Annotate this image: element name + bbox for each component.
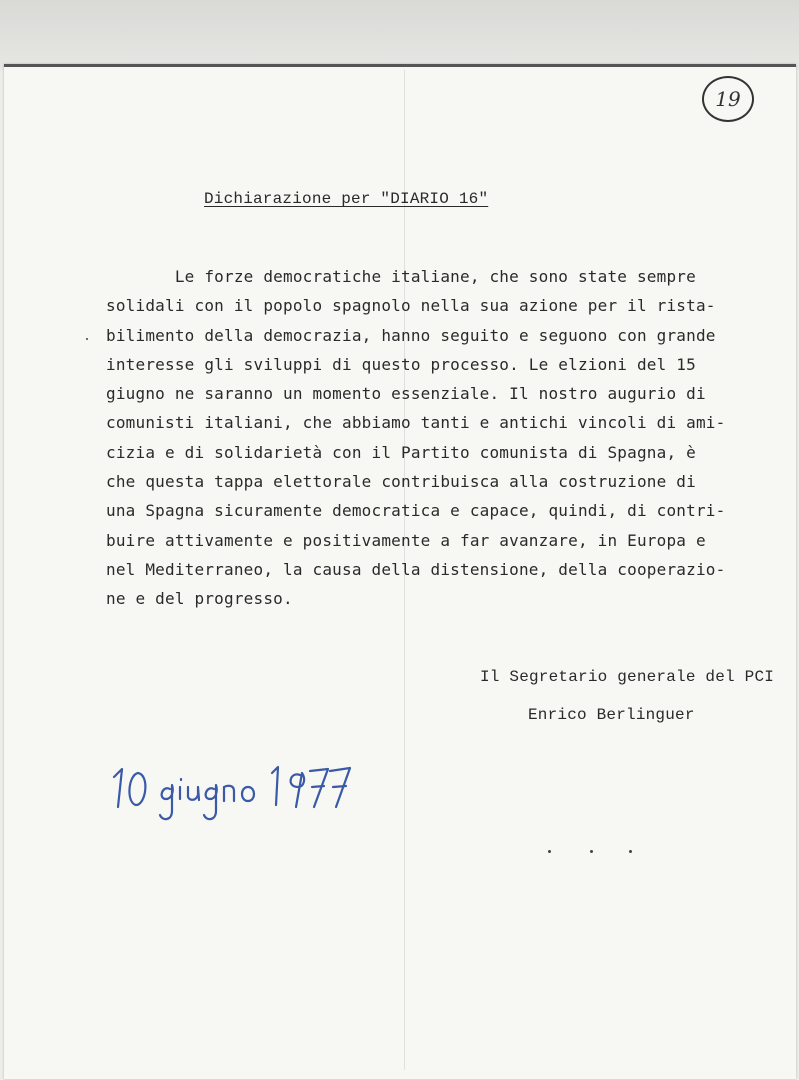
body-line: cizia e di solidarietà con il Partito comunista di Spagna, è [106,442,696,462]
body-line: interesse gli sviluppi di questo processo. Le elzioni del 15 [106,354,696,374]
body-line: comunisti italiani, che abbiamo tanti e antichi vincoli di ami- [106,413,726,433]
body-line: bilimento della democrazia, hanno seguito e seguono con grande [106,325,716,345]
body-line: una Spagna sicuramente democratica e capace, quindi, di contri- [106,501,726,521]
paper-speck [629,850,632,853]
signature-role: Il Segretario generale del PCI [480,668,775,686]
signature-name: Enrico Berlinguer [528,706,695,724]
body-line: Le forze democratiche italiane, che sono state sempre [106,267,696,286]
paper-speck [86,338,88,340]
body-line: ne e del progresso. [106,589,293,609]
document-body [106,262,746,614]
paper-speck [590,850,593,853]
body-line: solidali con il popolo spagnolo nella sua azione per il rista- [106,296,716,316]
scan-background [0,0,799,70]
body-line: buire attivamente e positivamente a far avanzare, in Europa e [106,530,706,550]
page-number-stamp: 19 [702,76,754,122]
body-line: giugno ne saranno un momento essenziale. Il nostro augurio di [106,384,706,404]
handwritten-date [108,755,358,835]
body-line: che questa tappa elettorale contribuisca alla costruzione di [106,472,696,492]
body-line: nel Mediterraneo, la causa della distensione, della cooperazio- [106,559,726,579]
document-title: Dichiarazione per "DIARIO 16" [204,190,489,208]
paper-speck [548,850,551,853]
